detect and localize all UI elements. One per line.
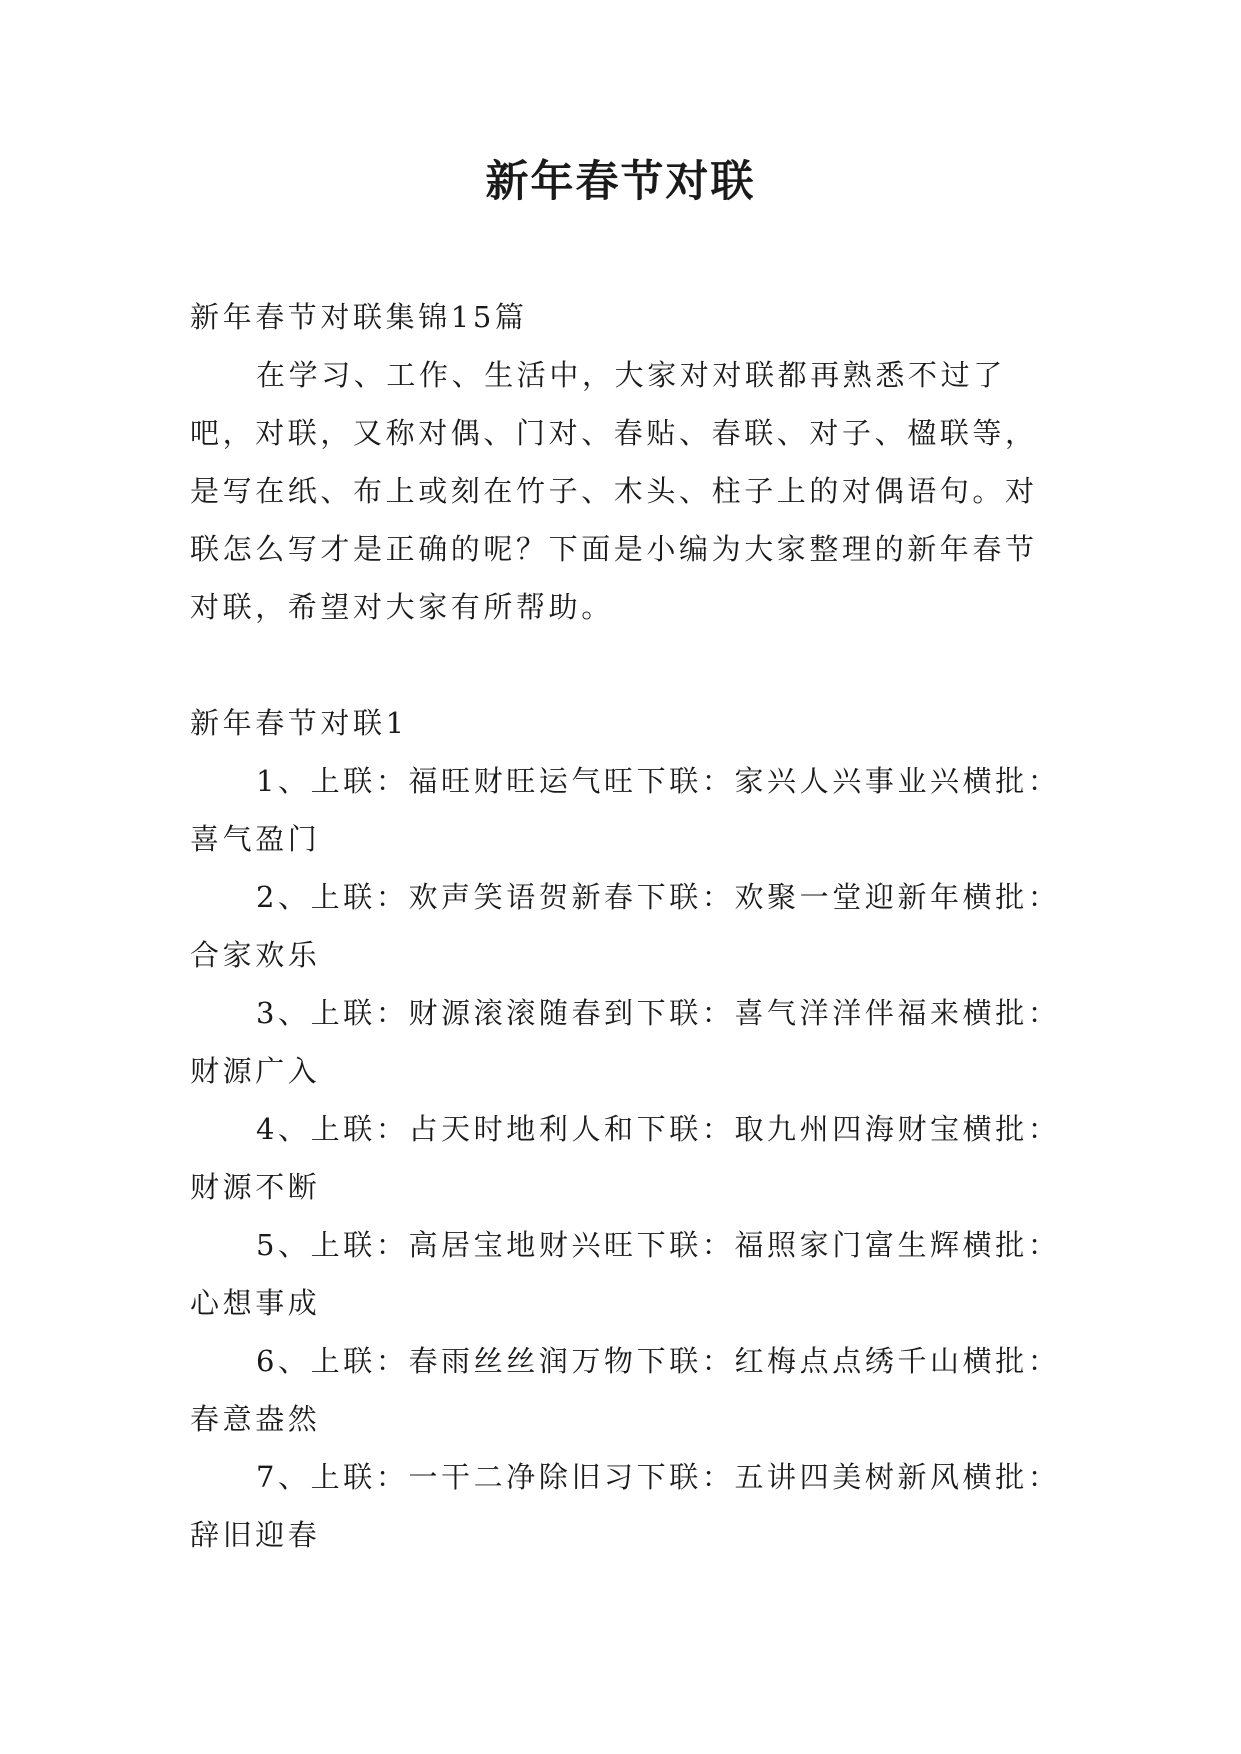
paragraph-spacer	[190, 636, 1070, 694]
couplet-item: 4、上联：占天时地利人和下联：取九州四海财宝横批：财源不断	[190, 1112, 1061, 1204]
document-subtitle: 新年春节对联集锦15篇	[190, 300, 528, 334]
document-title: 新年春节对联	[485, 157, 756, 207]
section-heading: 新年春节对联1	[190, 706, 408, 740]
couplet-item: 5、上联：高居宝地财兴旺下联：福照家门富生辉横批：心想事成	[190, 1228, 1061, 1320]
couplet-item: 3、上联：财源滚滚随春到下联：喜气洋洋伴福来横批：财源广入	[190, 996, 1061, 1088]
couplet-item: 2、上联：欢声笑语贺新春下联：欢聚一堂迎新年横批：合家欢乐	[190, 880, 1061, 972]
couplet-item: 7、上联：一干二净除旧习下联：五讲四美树新风横批：辞旧迎春	[190, 1460, 1061, 1552]
document-body	[190, 288, 1070, 1564]
couplet-item: 1、上联：福旺财旺运气旺下联：家兴人兴事业兴横批：喜气盈门	[190, 764, 1061, 856]
intro-paragraph: 在学习、工作、生活中，大家对对联都再熟悉不过了吧，对联，又称对偶、门对、春贴、春联、对子、楹联等，是写在纸、布上或刻在竹子、木头、柱子上的对偶语句。对联怎么写才是正确的呢？下面是小编为大家整理的新年春节对联，希望对大家有所帮助。	[190, 358, 1038, 624]
couplet-item: 6、上联：春雨丝丝润万物下联：红梅点点绣千山横批：春意盎然	[190, 1344, 1061, 1436]
